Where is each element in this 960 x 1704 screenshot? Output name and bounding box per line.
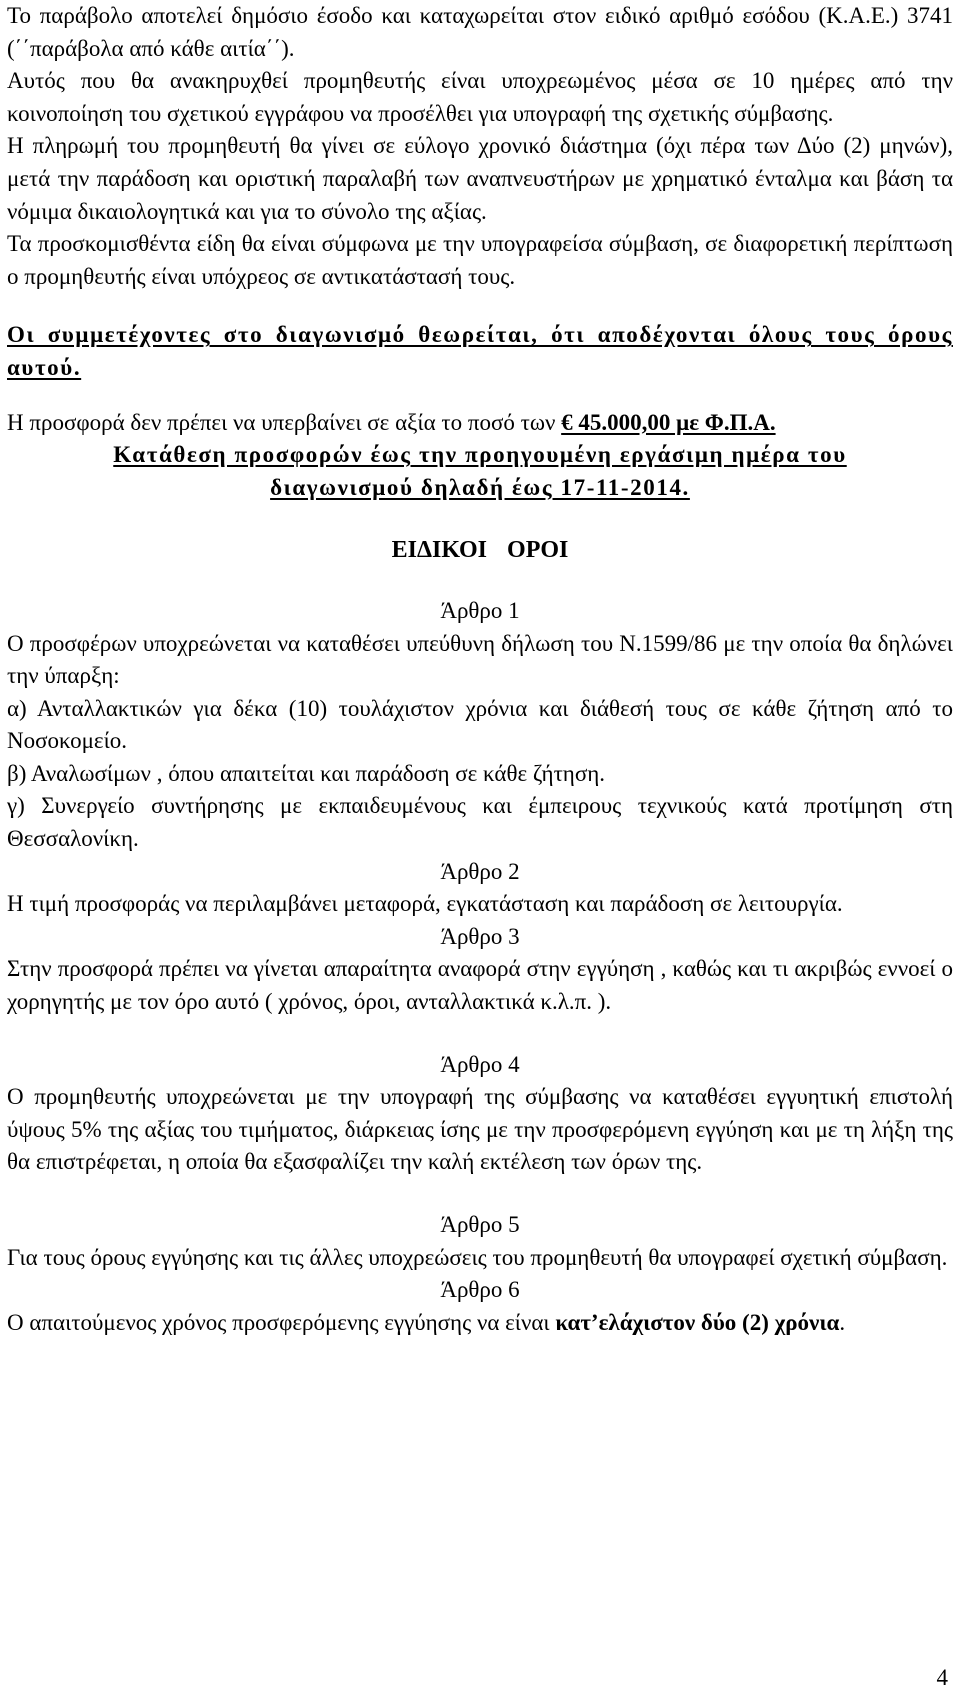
deadline-line-1: Κατάθεση προσφορών έως την προηγουμένη εργάσιμη ημέρα του <box>113 442 847 468</box>
article-6-text-start: Ο απαιτούμενος χρόνος προσφερόμενης εγγύησης να είναι <box>7 1309 550 1335</box>
article-2-text: Η τιμή προσφοράς να περιλαμβάνει μεταφορά, εγκατάσταση και παράδοση σε λειτουργία. <box>7 891 843 917</box>
article-1-heading: Άρθρο 1 <box>440 597 520 623</box>
page-number: 4 <box>936 1665 948 1690</box>
special-terms-title: ΕΙΔΙΚΟΙ ΟΡΟΙ <box>391 537 569 564</box>
intro-paragraph-2: Αυτός που θα ανακηρυχθεί προμηθευτής είναι υποχρεωμένος μέσα σε 10 ημέρες από την κοινοποίηση του σχετικού εγγράφου να προσέλθει για υπογραφή της σχετικής σύμβασης. <box>7 68 953 126</box>
article-6-heading: Άρθρο 6 <box>440 1277 520 1303</box>
article-1-item-b: β) Αναλωσίμων , όπου απαιτείται και παράδοση σε κάθε ζήτηση. <box>7 760 606 786</box>
participants-note: Οι συμμετέχοντες στο διαγωνισμό θεωρείται, ότι αποδέχονται όλους τους όρους αυτού. <box>7 322 953 380</box>
deadline-line-2: διαγωνισμού δηλαδή έως 17-11-2014. <box>270 474 690 500</box>
intro-paragraph-4: Τα προσκομισθέντα είδη θα είναι σύμφωνα με την υπογραφείσα σύμβαση, σε διαφορετική περίπτωση ο προμηθευτής είναι υπόχρεος σε αντικατάστασή τους. <box>7 231 953 289</box>
article-1-item-a: α) Ανταλλακτικών για δέκα (10) τουλάχιστον χρόνια και διάθεσή τους σε κάθε ζήτηση από το Νοσοκομείο. <box>7 695 953 754</box>
article-6-text <box>7 1307 953 1340</box>
intro-paragraph-3: Η πληρωμή του προμηθευτή θα γίνει σε εύλογο χρονικό διάστημα (όχι πέρα των Δύο (2) μηνών), μετά την παράδοση και οριστική παραλαβή των αναπνευστήρων με χρηματικό ένταλμα και βάση τα νόμιμα δικαιολογητικά και για το σύνολο της αξίας. <box>7 133 953 224</box>
article-2-heading: Άρθρο 2 <box>440 858 520 884</box>
article-1-item-c: γ) Συνεργείο συντήρησης με εκπαιδευμένους και έμπειρους τεχνικούς κατά προτίμηση στη Θεσσαλονίκη. <box>7 793 953 852</box>
article-5-heading: Άρθρο 5 <box>440 1212 520 1237</box>
offer-limit-amount: € 45.000,00 με Φ.Π.Α. <box>561 409 776 435</box>
article-4-text: Ο προμηθευτής υποχρεώνεται με την υπογραφή της σύμβασης να καταθέσει εγγυητική επιστολή ύψους 5% της αξίας του τιμήματος, διάρκειας ίσης με την προσφερόμενη εγγύηση και με τη λήξη της θα επιστρέφεται, η οποία θα εξασφαλίζει την καλή εκτέλεση των όρων της. <box>7 1084 953 1175</box>
offer-limit <box>7 407 953 440</box>
article-5-text: Για τους όρους εγγύησης και τις άλλες υποχρεώσεις του προμηθευτή θα υπογραφεί σχετική σύμβαση. <box>7 1244 948 1270</box>
article-6-period: . <box>839 1309 846 1335</box>
article-6-bold-term: κατ’ελάχιστον δύο (2) χρόνια <box>555 1309 840 1335</box>
document-page <box>7 0 953 1339</box>
article-3-heading: Άρθρο 3 <box>440 923 520 949</box>
offer-limit-text: Η προσφορά δεν πρέπει να υπερβαίνει σε αξία το ποσό των <box>7 409 556 435</box>
intro-paragraph-1: Το παράβολο αποτελεί δημόσιο έσοδο και καταχωρείται στον ειδικό αριθμό εσόδου (Κ.Α.Ε.) 3741 (΄΄παράβολα από κάθε αιτία΄΄). <box>7 3 953 61</box>
article-4-heading: Άρθρο 4 <box>440 1051 520 1077</box>
article-3-text: Στην προσφορά πρέπει να γίνεται απαραίτητα αναφορά στην εγγύηση , καθώς και τι ακριβώς εννοεί ο χορηγητής με τον όρο αυτό ( χρόνος, όροι, ανταλλακτικά κ.λ.π. ). <box>7 956 953 1015</box>
article-1-line: Ο προσφέρων υποχρεώνεται να καταθέσει υπεύθυνη δήλωση του Ν.1599/86 με την οποία θα δηλώνει την ύπαρξη: <box>7 630 953 689</box>
